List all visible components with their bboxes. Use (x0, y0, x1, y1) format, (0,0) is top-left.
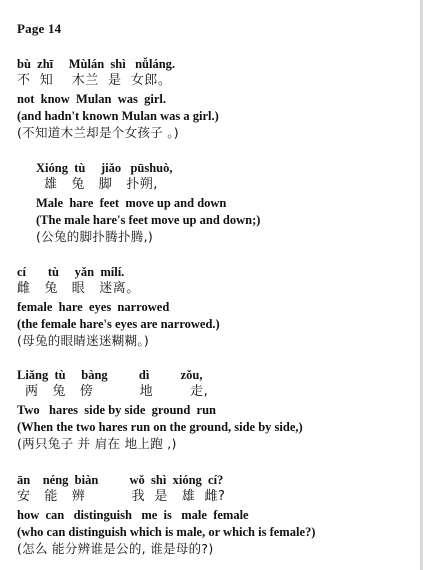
stanza-4-gloss: (两只兔子 并 肩在 地上跑 ,) (17, 436, 177, 451)
stanza-4-chinese: 两 兔 傍 地 走, (25, 384, 209, 399)
stanza-5-chinese: 安 能 辨 我 是 雄 雌? (17, 489, 226, 504)
stanza-1-chinese: 不 知 木兰 是 女郎。 (17, 73, 172, 88)
stanza-3-chinese: 雌 兔 眼 迷离。 (17, 281, 140, 296)
stanza-1-pinyin: bù zhī Mùlán shì nǚláng. (17, 57, 176, 71)
stanza-1-translation: (and hadn't known Mulan was a girl.) (17, 109, 219, 123)
stanza-5-english: how can distinguish me is male female (17, 508, 249, 522)
stanza-5-translation: (who can distinguish which is male, or which is female?) (17, 525, 316, 539)
stanza-4-pinyin: Liǎng tù bàng dì zǒu, (17, 368, 203, 382)
stanza-2-pinyin: Xióng tù jiǎo pūshuò, (36, 161, 173, 175)
stanza-2-gloss: (公兔的脚扑腾扑腾,) (36, 229, 154, 244)
stanza-1-gloss: (不知道木兰却是个女孩子 。) (17, 125, 179, 140)
stanza-3-translation: (the female hare's eyes are narrowed.) (17, 317, 220, 331)
page-number: Page 14 (17, 21, 62, 36)
stanza-3-pinyin: cí tù yǎn mílí. (17, 265, 125, 279)
stanza-2-translation: (The male hare's feet move up and down;) (36, 213, 261, 227)
stanza-4-english: Two hares side by side ground run (17, 403, 217, 417)
stanza-3-english: female hare eyes narrowed (17, 300, 170, 314)
stanza-4-translation: (When the two hares run on the ground, side by side,) (17, 420, 303, 434)
stanza-1-english: not know Mulan was girl. (17, 92, 166, 106)
stanza-5-gloss: (怎么 能分辨谁是公的, 谁是母的?) (17, 541, 214, 556)
stanza-5-pinyin: ān néng biàn wǒ shì xióng cí? (17, 473, 224, 487)
stanza-2-english: Male hare feet move up and down (36, 196, 227, 210)
stanza-2-chinese: 雄 兔 脚 扑朔, (44, 177, 158, 192)
stanza-3-gloss: (母兔的眼睛迷迷糊糊。) (17, 333, 150, 348)
